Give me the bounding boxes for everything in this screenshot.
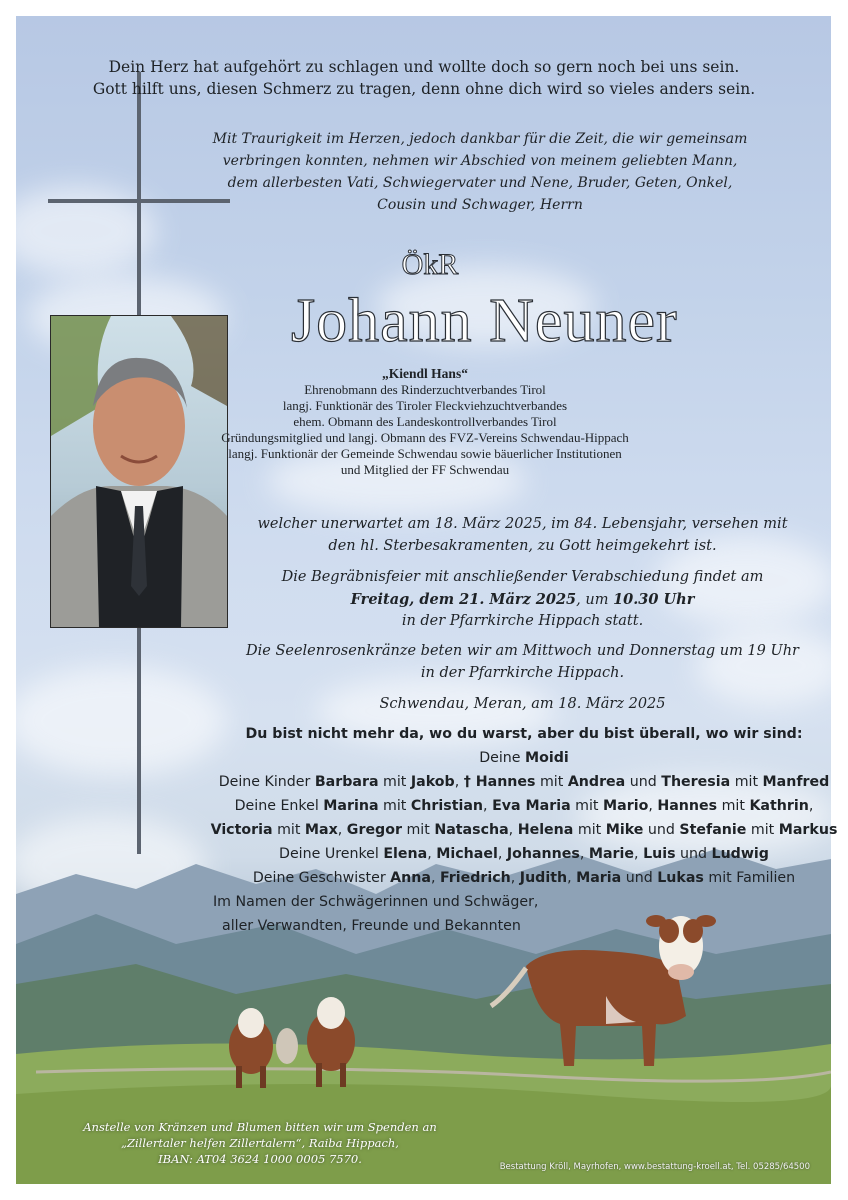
family-relatives: aller Verwandten, Freunde und Bekannten <box>222 918 521 934</box>
family-children: Deine Kinder Barbara mit Jakob, † Hannes mit Andrea und Theresia mit Manfred <box>218 774 830 790</box>
role-line: und Mitglied der FF Schwendau <box>340 462 510 477</box>
funeral-time: 10.30 Uhr <box>613 591 695 608</box>
undertaker-footer: Bestattung Kröll, Mayrhofen, www.bestattung-kroell.at, Tel. 05285/64500 <box>499 1162 810 1172</box>
death-line-1: welcher unerwartet am 18. März 2025, im 84. Lebensjahr, versehen mit <box>257 516 788 532</box>
place-date: Schwendau, Meran, am 18. März 2025 <box>379 696 666 712</box>
role-line: langj. Funktionär der Gemeinde Schwendau sowie bäuerlicher Institutionen <box>228 446 622 461</box>
rosary-line-2: in der Pfarrkirche Hippach. <box>420 665 625 681</box>
farewell-line-2: verbringen konnten, nehmen wir Abschied von meinem geliebten Mann, <box>222 153 738 169</box>
farewell-line-1: Mit Traurigkeit im Herzen, jedoch dankbar für die Zeit, die wir gemeinsam <box>212 131 748 147</box>
cow-small-2 <box>296 991 366 1091</box>
poem-line-2: Gott hilft uns, diesen Schmerz zu tragen, denn ohne dich wird so vieles anders sein. <box>92 80 756 98</box>
funeral-line-1: Die Begräbnisfeier mit anschließender Verabschiedung findet am <box>281 569 764 585</box>
funeral-line-3: in der Pfarrkirche Hippach statt. <box>401 613 644 629</box>
family-wife: Deine Moidi <box>479 750 569 766</box>
family-siblings: Deine Geschwister Anna, Friedrich, Judith, Maria und Lukas mit Familien <box>252 870 796 886</box>
family-great-grandchildren: Deine Urenkel Elena, Michael, Johannes, Marie, Luis und Ludwig <box>279 846 769 862</box>
motto: Du bist nicht mehr da, wo du warst, aber du bist überall, wo wir sind: <box>245 726 803 742</box>
donation-line-2: „Zillertaler helfen Zillertalern“, Raiba Hippach, <box>121 1136 399 1150</box>
family-grandchildren-2: Victoria mit Max, Gregor mit Natascha, Helena mit Mike und Stefanie mit Markus <box>210 822 838 838</box>
donation-line-1: Anstelle von Kränzen und Blumen bitten wir um Spenden an <box>83 1120 437 1134</box>
family-grandchildren-1: Deine Enkel Marina mit Christian, Eva Maria mit Mario, Hannes mit Kathrin, <box>234 798 814 814</box>
role-line: langj. Funktionär des Tiroler Fleckviehzuchtverbandes <box>282 398 568 413</box>
deceased-name: Johann Neuner <box>291 287 678 355</box>
funeral-date: Freitag, dem 21. März 2025 <box>350 591 577 608</box>
role-line: ehem. Obmann des Landeskontrollverbandes Tirol <box>293 414 557 429</box>
farewell-line-3: dem allerbesten Vati, Schwiegervater und Nene, Bruder, Geten, Onkel, <box>227 175 733 191</box>
deceased-nickname: „Kiendl Hans“ <box>382 366 468 381</box>
rosary-line-1: Die Seelenrosenkränze beten wir am Mittwoch und Donnerstag um 19 Uhr <box>246 643 799 659</box>
farewell-line-4: Cousin und Schwager, Herrn <box>377 197 583 213</box>
poem-line-1: Dein Herz hat aufgehört zu schlagen und wollte doch so gern noch bei uns sein. <box>108 58 740 76</box>
funeral-line-2 <box>100 591 848 608</box>
cow-small-3 <box>272 1016 302 1076</box>
role-line: Ehrenobmann des Rinderzuchtverbandes Tirol <box>304 382 546 397</box>
role-line: Gründungsmitglied und langj. Obmann des FVZ-Vereins Schwendau-Hippach <box>221 430 629 445</box>
family-inlaws: Im Namen der Schwägerinnen und Schwäger, <box>213 894 539 910</box>
deceased-title: ÖkR <box>401 248 459 281</box>
donation-line-3: IBAN: AT04 3624 1000 0005 7570. <box>158 1152 362 1166</box>
death-line-2: den hl. Sterbesakramenten, zu Gott heimgekehrt ist. <box>328 538 717 554</box>
funeral-sep: , um <box>576 592 614 608</box>
